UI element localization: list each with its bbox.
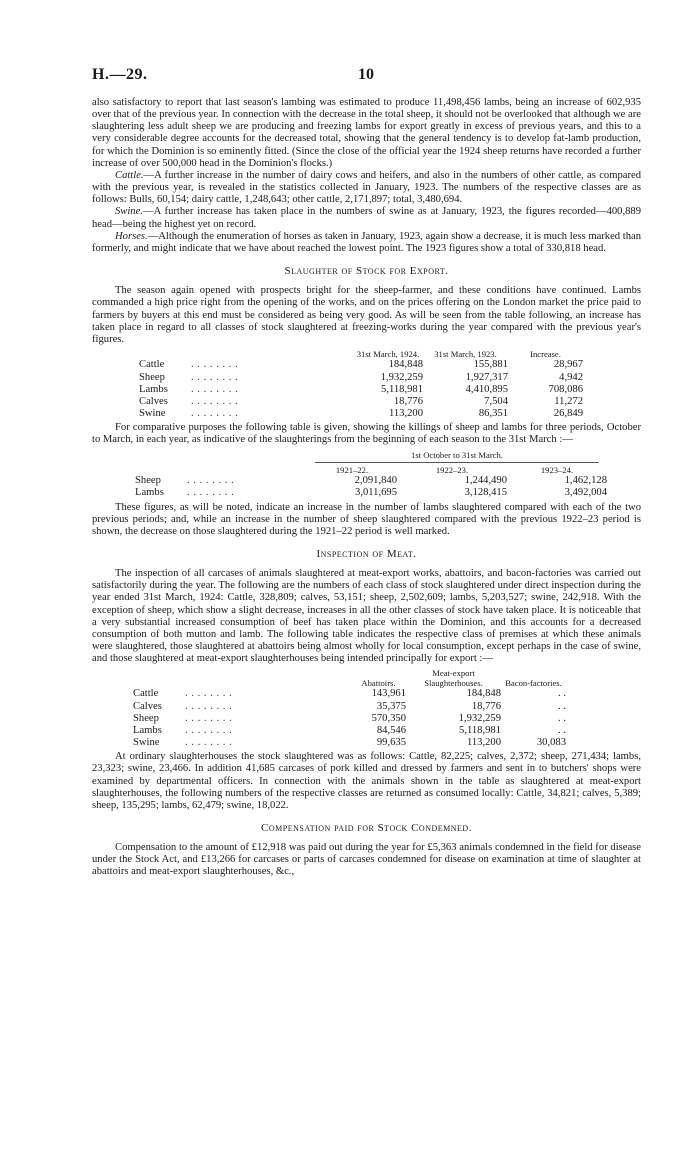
row-label: Sheep: [135, 475, 161, 487]
cell-value: 708,086: [548, 383, 583, 395]
table-row: [139, 372, 583, 384]
cell-value: 84,546: [376, 724, 406, 736]
leader-dots: . . . . . . . .: [185, 688, 233, 700]
cattle-lead: Cattle.: [115, 169, 144, 181]
cell-value: 113,200: [388, 408, 423, 420]
column-header: Meat-export Slaughterhouses.: [424, 668, 483, 688]
cell-value: 4,410,895: [465, 383, 508, 395]
page-number: 10: [358, 66, 374, 83]
row-label: Lambs: [135, 487, 164, 499]
leader-dots: . . . . . . . .: [187, 475, 235, 487]
swine-paragraph: [92, 206, 641, 230]
cell-value: . .: [558, 700, 566, 712]
figures-paragraph: These figures, as will be noted, indicate an increase in the number of lambs slaughtered compared with each of the two previous periods; and, while an increase in the number of sheep slaughtered compared with the previous 1922–23 period is shown, the decrease on those slaughtered during the 1921–22 period is well marked.: [92, 501, 641, 537]
document-body: [92, 97, 641, 879]
cell-value: 30,083: [536, 737, 566, 749]
cell-value: . .: [558, 724, 566, 736]
cell-value: 570,350: [371, 712, 406, 724]
column-header: 31st March, 1924.: [356, 348, 420, 359]
row-label: Lambs: [133, 724, 162, 736]
table-row: [133, 737, 566, 749]
cell-value: 5,118,981: [381, 383, 423, 395]
compensation-paragraph: Compensation to the amount of £12,918 was paid out during the year for £5,363 animals condemned in the field for disease under the Stock Act, and £13,266 for carcases or parts of carcases condemned for disease on examination at time of slaughter at abattoirs and meat-export slaughterhouses, &c.,: [92, 842, 641, 878]
column-header: 1923–24.: [540, 464, 574, 475]
row-label: Sheep: [133, 712, 159, 724]
premises-table: [133, 669, 566, 749]
row-label: Swine: [133, 737, 160, 749]
cell-value: 3,492,004: [564, 487, 607, 499]
table-header-row: [135, 449, 607, 466]
cell-value: 4,942: [559, 371, 583, 383]
cell-value: 184,848: [388, 359, 423, 371]
cell-value: 1,932,259: [458, 712, 501, 724]
cell-value: 18,776: [471, 700, 501, 712]
cell-value: 2,091,840: [354, 475, 397, 487]
table-header-row: [133, 669, 566, 688]
column-header: Increase.: [530, 348, 561, 359]
inspection-paragraph: The inspection of all carcases of animals slaughtered at meat-export works, abattoirs, and bacon-factories was carried out satisfactorily during the year. The following are the numbers of each class of stock slaughtered under direct inspection during the year ended 31st March, 1924: Cattle, 328,809; calves, 53,151; sheep, 2,502,609; lambs, 5,203,527; swine, 242,918. With the exception of sheep, which show a slight decrease, increases in all the other classes of stock have taken place. It is noticeable that a very substantial increased consumption of beef has taken place within the Dominion, and this accounts for a decreased consumption of both mutton and lamb. The following table indicates the respective class of premises at which these animals were slaughtered, those slaughtered at abattoirs being almost wholly for local consumption, except perhaps in the case of swine, and those slaughtered at meat-export slaughterhouses being intended principally for export :—: [92, 568, 641, 665]
row-label: Sheep: [139, 371, 165, 383]
cell-value: 113,200: [466, 737, 501, 749]
section-heading-inspection: Inspection of Meat.: [316, 548, 417, 560]
section-heading-compensation: Compensation paid for Stock Condemned.: [261, 821, 472, 834]
table-row: [139, 359, 583, 371]
cell-value: 184,848: [466, 688, 501, 700]
period-label: 1st October to 31st March.: [411, 449, 503, 460]
leader-dots: . . . . . . . .: [191, 359, 239, 371]
cell-value: 5,118,981: [459, 724, 501, 736]
cell-value: 28,967: [553, 359, 583, 371]
column-header: 1921–22.: [335, 464, 369, 475]
leader-dots: . . . . . . . .: [191, 371, 239, 383]
cell-value: 86,351: [478, 408, 508, 420]
intro-paragraph: also satisfactory to report that last season's lambing was estimated to produce 11,498,456 lambs, being an increase of 602,935 over that of the previous year. In connection with the decrease in the total sheep, it should not be overlooked that although we are slaughtering less adult sheep we are producing and freezing lambs for export greatly in excess of previous years, and this to a very considerable degree accounts for the decreased total, showing that the general tendency is to develop fat-lamb production, for which the Dominion is so eminently fitted. (Since the close of the official year the 1924 sheep returns have recorded a further increase of over 500,000 head in the Dominion's flocks.): [92, 97, 641, 169]
swine-lead: Swine.: [115, 206, 143, 218]
cell-value: 1,927,317: [465, 371, 508, 383]
cell-value: 155,881: [473, 359, 508, 371]
leader-dots: . . . . . . . .: [187, 487, 235, 499]
slaughter-table: [139, 350, 583, 420]
column-header: Bacon-factories.: [505, 677, 562, 688]
cell-value: 3,011,695: [355, 487, 397, 499]
leader-dots: . . . . . . . .: [191, 395, 239, 407]
table-row: [133, 713, 566, 725]
table-row: [139, 408, 583, 420]
cell-value: 35,375: [376, 700, 406, 712]
ordinary-slaughterhouses-paragraph: At ordinary slaughterhouses the stock slaughtered was as follows: Cattle, 82,225; calves, 2,372; sheep, 271,434; lambs, 23,323; swine, 23,466. In addition 41,685 carcases of pork killed and dressed by farmers and sent in to butchers' shops were examined by departmental officers. In connection with the animals shown in the table as slaughtered at meat-export slaughterhouses, the following numbers of the respective classes are returned as consumed locally: Cattle, 34,821; calves, 5,389; sheep, 135,295; lambs, 62,479; swine, 18,022.: [92, 751, 641, 811]
cattle-paragraph: [92, 170, 641, 206]
season-table: [135, 449, 607, 500]
table-row: [135, 475, 607, 487]
table-row: [135, 487, 607, 499]
column-header: 1922–23.: [435, 464, 469, 475]
table-row: [133, 688, 566, 700]
row-label: Cattle: [133, 688, 159, 700]
row-label: Cattle: [139, 359, 165, 371]
leader-dots: . . . . . . . .: [191, 408, 239, 420]
cell-value: 7,504: [484, 395, 508, 407]
cell-value: 1,462,128: [564, 475, 607, 487]
row-label: Lambs: [139, 383, 168, 395]
comparative-paragraph: For comparative purposes the following table is given, showing the killings of sheep and lambs for three periods, October to March, in each year, as indicative of the slaughterings from the beginning of each season to the 31st March :—: [92, 422, 641, 446]
cell-value: 26,849: [553, 408, 583, 420]
period-header: [307, 449, 607, 466]
leader-dots: . . . . . . . .: [191, 383, 239, 395]
leader-dots: . . . . . . . .: [185, 712, 233, 724]
cell-value: . .: [558, 688, 566, 700]
horses-paragraph: [92, 231, 641, 255]
table-row: [133, 701, 566, 713]
table-row: [139, 384, 583, 396]
cell-value: 99,635: [376, 737, 406, 749]
leader-dots: . . . . . . . .: [185, 724, 233, 736]
cell-value: 143,961: [371, 688, 406, 700]
leader-dots: . . . . . . . .: [185, 700, 233, 712]
column-header: Abattoirs.: [361, 677, 396, 688]
cell-value: 11,272: [554, 395, 583, 407]
table-row: [139, 396, 583, 408]
row-label: Calves: [139, 395, 168, 407]
table-header-row: [135, 466, 607, 476]
cell-value: . .: [558, 712, 566, 724]
column-header: 31st March, 1923.: [434, 348, 497, 359]
cattle-text: —A further increase in the number of dairy cows and heifers, and also in the numbers of other cattle, as compared with the previous year, is revealed in the statistics collected in January, 1923. The numbers of the respective classes are as follows: Bulls, 60,154; dairy cattle, 1,248,643; other cattle, 2,171,897; total, 3,480,694.: [92, 169, 641, 206]
section-heading-slaughter: Slaughter of Stock for Export.: [284, 265, 449, 278]
leader-dots: . . . . . . . .: [185, 737, 233, 749]
table-row: [133, 725, 566, 737]
cell-value: 3,128,415: [464, 487, 507, 499]
horses-text: —Although the enumeration of horses as taken in January, 1923, again show a decrease, it is much less marked than formerly, and might indicate that we have about reached the lowest point. The 1923 figures show a total of 330,818 head.: [92, 230, 641, 254]
swine-text: —A further increase has taken place in the numbers of swine as at January, 1923, the figures recorded—400,889 head—being the highest yet on record.: [92, 206, 641, 230]
row-label: Swine: [139, 408, 166, 420]
cell-value: 18,776: [393, 395, 423, 407]
document-reference: H.—29.: [92, 66, 148, 83]
horses-lead: Horses.: [115, 230, 148, 242]
table-header-row: [139, 350, 583, 360]
cell-value: 1,244,490: [464, 475, 507, 487]
cell-value: 1,932,259: [380, 371, 423, 383]
slaughter-paragraph: The season again opened with prospects bright for the sheep-farmer, and these conditions have continued. Lambs commanded a high price right from the opening of the works, and on the prices offering on the London market the price paid to farmers by buyers at this end must be considered as being very good. As will be seen from the table following, an increase has taken place in regard to all classes of stock slaughtered at freezing-works during the year compared with the previous year's figures.: [92, 285, 641, 345]
row-label: Calves: [133, 700, 162, 712]
